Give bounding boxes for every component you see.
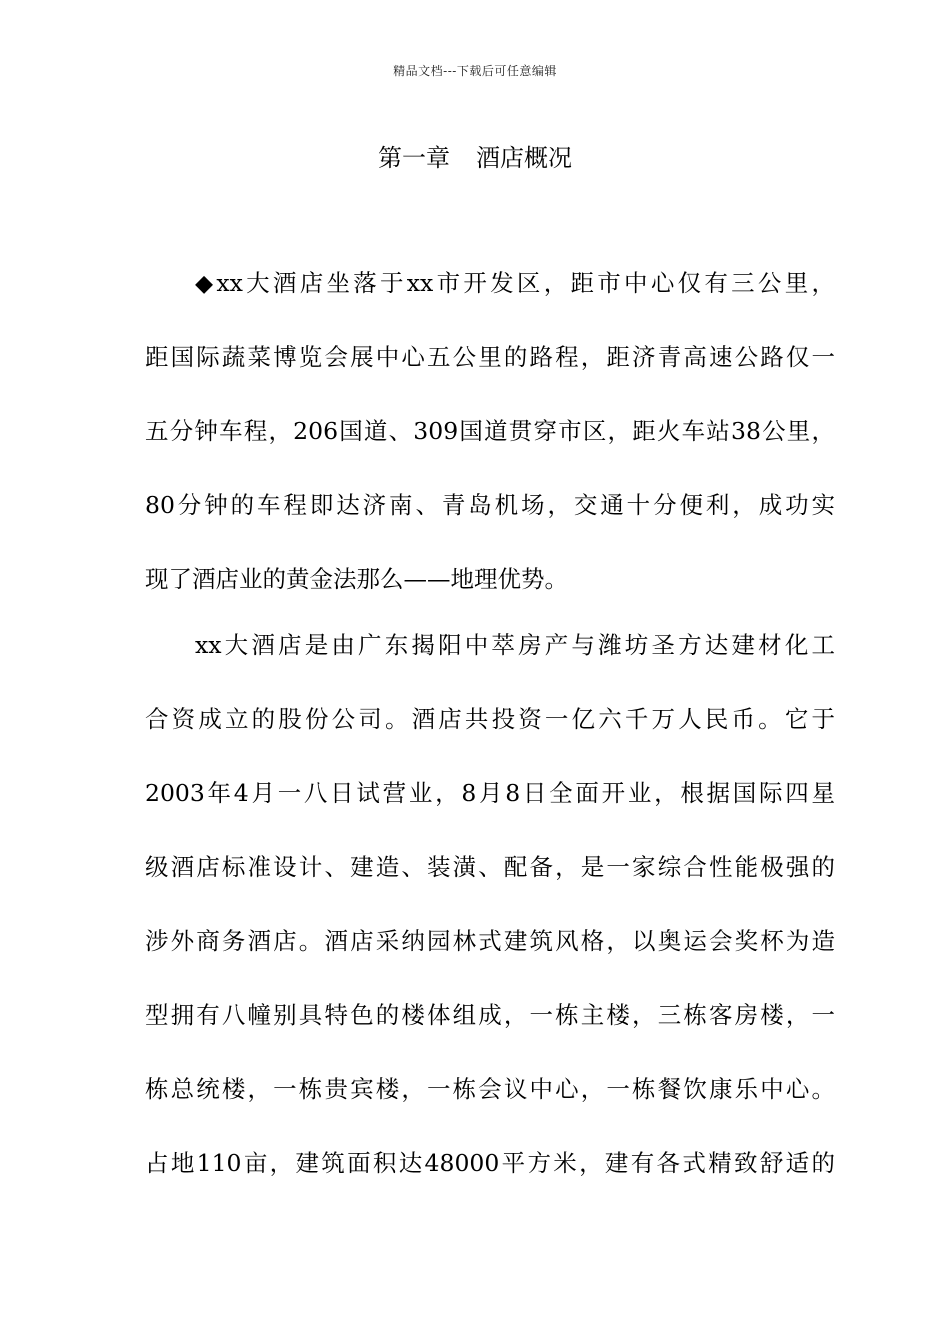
paragraph-2-line-8: 占地110亩，建筑面积达48000平方米，建有各式精致舒适的 xyxy=(145,1149,835,1177)
paragraph-2-line-2: 合资成立的股份公司。酒店共投资一亿六千万人民币。它于 xyxy=(145,705,835,733)
paragraph-2-line-7: 栋总统楼，一栋贵宾楼，一栋会议中心，一栋餐饮康乐中心。 xyxy=(145,1075,835,1103)
page-header: 精品文档---下载后可任意编辑 xyxy=(393,64,557,78)
paragraph-2-line-3: 2003年4月一八日试营业，8月8日全面开业，根据国际四星 xyxy=(145,779,835,807)
chapter-title xyxy=(0,138,950,173)
paragraph-2-line-5: 涉外商务酒店。酒店采纳园林式建筑风格，以奥运会奖杯为造 xyxy=(145,927,835,955)
paragraph-2-line-1: xx大酒店是由广东揭阳中萃房产与潍坊圣方达建材化工 xyxy=(195,631,835,659)
paragraph-1-line-4: 80分钟的车程即达济南、青岛机场，交通十分便利，成功实 xyxy=(145,491,835,519)
paragraph-1-line-1: ◆xx大酒店坐落于xx市开发区，距市中心仅有三公里， xyxy=(195,269,835,297)
paragraph-2-line-6: 型拥有八幢别具特色的楼体组成，一栋主楼，三栋客房楼，一 xyxy=(145,1001,835,1029)
paragraph-1-line-2: 距国际蔬菜博览会展中心五公里的路程，距济青高速公路仅一 xyxy=(145,343,835,371)
paragraph-1-line-3: 五分钟车程，206国道、309国道贯穿市区，距火车站38公里， xyxy=(145,417,835,445)
chapter-name: 酒店概况 xyxy=(476,144,572,172)
paragraph-2-line-4: 级酒店标准设计、建造、装潢、配备，是一家综合性能极强的 xyxy=(145,853,835,881)
chapter-number: 第一章 xyxy=(378,144,450,172)
paragraph-1-line-5: 现了酒店业的黄金法那么——地理优势。 xyxy=(145,565,568,593)
